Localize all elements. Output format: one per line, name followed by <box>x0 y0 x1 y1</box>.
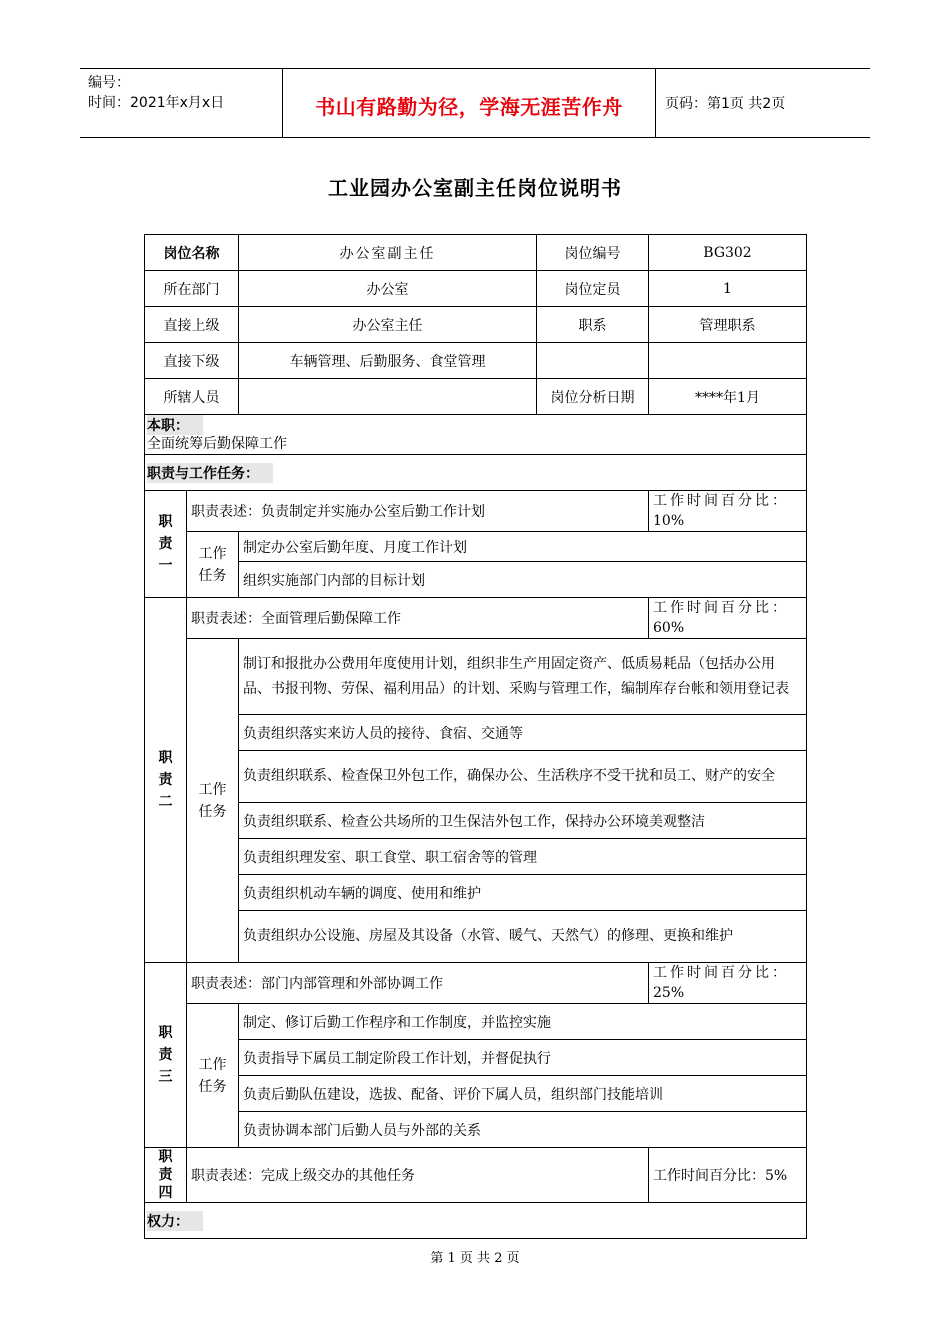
duty-time-percent: 工作时间百分比：5% <box>649 1148 807 1203</box>
header-motto: 书山有路勤为径，学海无涯苦作舟 <box>315 95 623 119</box>
task-label: 工作 任务 <box>187 1004 239 1148</box>
info-label: 职系 <box>537 307 649 343</box>
info-label <box>537 343 649 379</box>
duty-name: 职 责 三 <box>145 963 187 1148</box>
info-label: 直接下级 <box>145 343 239 379</box>
task-text: 负责指导下属员工制定阶段工作计划，并督促执行 <box>239 1040 807 1076</box>
duties-heading-row <box>145 455 807 491</box>
task-text: 负责组织理发室、职工食堂、职工宿舍等的管理 <box>239 839 807 875</box>
info-row <box>145 235 807 271</box>
info-row <box>145 271 807 307</box>
task-label: 工作 任务 <box>187 639 239 963</box>
info-label: 岗位定员 <box>537 271 649 307</box>
info-value: 办公室 <box>239 271 537 307</box>
task-text: 制订和报批办公费用年度使用计划，组织非生产用固定资产、低质易耗品（包括办公用品、书报刊物、劳保、福利用品）的计划、采购与管理工作，编制库存台帐和领用登记表 <box>239 639 807 715</box>
task-text: 制定、修订后勤工作程序和工作制度，并监控实施 <box>239 1004 807 1040</box>
page-title: 工业园办公室副主任岗位说明书 <box>328 176 622 200</box>
task-row <box>145 1004 807 1040</box>
duties-heading: 职责与工作任务： <box>147 463 273 483</box>
task-row <box>145 1076 807 1112</box>
task-text: 负责组织办公设施、房屋及其设备（水管、暖气、天然气）的修理、更换和维护 <box>239 911 807 963</box>
header-divider <box>655 69 656 137</box>
task-text: 负责组织联系、检查公共场所的卫生保洁外包工作，保持办公环境美观整洁 <box>239 803 807 839</box>
info-row <box>145 379 807 415</box>
power-heading: 权力： <box>147 1211 203 1231</box>
info-label: 所辖人员 <box>145 379 239 415</box>
task-row <box>145 751 807 803</box>
info-value: BG302 <box>649 235 807 271</box>
duty-statement: 职责表述：完成上级交办的其他任务 <box>187 1148 649 1203</box>
info-label: 直接上级 <box>145 307 239 343</box>
doc-time-label: 时间：2021年x月x日 <box>88 95 225 111</box>
duty-statement-row <box>145 1148 807 1203</box>
task-text: 负责后勤队伍建设，选拔、配备、评价下属人员，组织部门技能培训 <box>239 1076 807 1112</box>
info-label: 岗位名称 <box>145 235 239 271</box>
task-row <box>145 715 807 751</box>
task-text: 负责组织机动车辆的调度、使用和维护 <box>239 875 807 911</box>
task-text: 负责组织落实来访人员的接待、食宿、交通等 <box>239 715 807 751</box>
info-value: 办公室主任 <box>239 307 537 343</box>
page-header <box>80 68 870 138</box>
duty-name: 职 责 一 <box>145 491 187 598</box>
job-description-table <box>144 234 807 1239</box>
duty-time-percent: 工作时间百分比： 25% <box>649 963 807 1004</box>
info-row <box>145 343 807 379</box>
duty-name: 职 责 四 <box>145 1148 187 1203</box>
task-row <box>145 532 807 562</box>
info-label: 岗位编号 <box>537 235 649 271</box>
info-value: ****年1月 <box>649 379 807 415</box>
info-value: 1 <box>649 271 807 307</box>
duty-time-percent: 工作时间百分比： 10% <box>649 491 807 532</box>
duty-statement-row <box>145 491 807 532</box>
header-meta <box>88 73 283 113</box>
info-row <box>145 307 807 343</box>
task-row <box>145 1112 807 1148</box>
basic-duty-row <box>145 415 807 455</box>
task-text: 负责协调本部门后勤人员与外部的关系 <box>239 1112 807 1148</box>
task-row <box>145 639 807 715</box>
task-row <box>145 839 807 875</box>
duty-statement-row <box>145 963 807 1004</box>
task-row <box>145 875 807 911</box>
header-page-info: 页码：第1页 共2页 <box>665 96 786 112</box>
info-label: 岗位分析日期 <box>537 379 649 415</box>
info-label: 所在部门 <box>145 271 239 307</box>
duty-name: 职 责 二 <box>145 598 187 963</box>
task-row <box>145 562 807 598</box>
duty-time-percent: 工作时间百分比： 60% <box>649 598 807 639</box>
info-value: 管理职系 <box>649 307 807 343</box>
basic-duty-text: 全面统筹后勤保障工作 <box>147 436 287 452</box>
duty-statement-row <box>145 598 807 639</box>
task-row <box>145 1040 807 1076</box>
task-text: 制定办公室后勤年度、月度工作计划 <box>239 532 807 562</box>
task-label: 工作 任务 <box>187 532 239 598</box>
power-row <box>145 1203 807 1239</box>
doc-number-label: 编号： <box>88 75 130 91</box>
duty-statement: 职责表述：部门内部管理和外部协调工作 <box>187 963 649 1004</box>
task-text: 组织实施部门内部的目标计划 <box>239 562 807 598</box>
basic-duty-label: 本职： <box>147 415 203 435</box>
task-row <box>145 911 807 963</box>
duty-statement: 职责表述：负责制定并实施办公室后勤工作计划 <box>187 491 649 532</box>
info-value <box>649 343 807 379</box>
task-row <box>145 803 807 839</box>
duty-statement: 职责表述：全面管理后勤保障工作 <box>187 598 649 639</box>
task-text: 负责组织联系、检查保卫外包工作，确保办公、生活秩序不受干扰和员工、财产的安全 <box>239 751 807 803</box>
info-value: 车辆管理、后勤服务、食堂管理 <box>239 343 537 379</box>
info-value: 办公室副主任 <box>239 235 537 271</box>
info-value <box>239 379 537 415</box>
page-footer: 第 1 页 共 2 页 <box>430 1251 520 1266</box>
